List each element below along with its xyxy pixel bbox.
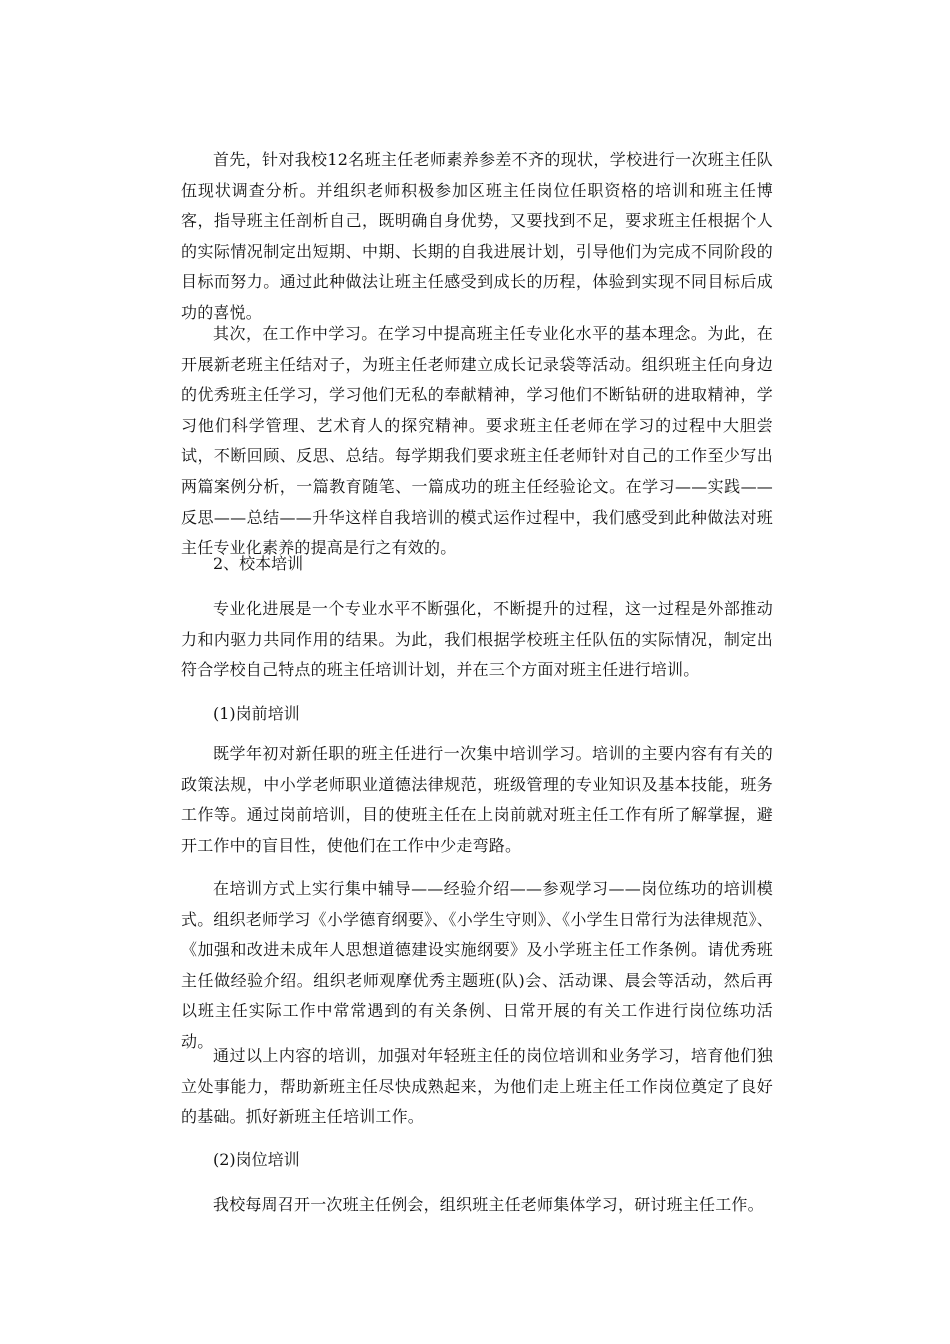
section-heading-pre-job-training: (1)岗前培训: [213, 704, 300, 723]
paragraph-pre-job-content: 既学年初对新任职的班主任进行一次集中培训学习。培训的主要内容有有关的政策法规，中小学老师职业道德法律规范，班级管理的专业知识及基本技能，班务工作等。通过岗前培训，目的使班主任在上岗前就对班主任工作有所了解掌握，避开工作中的盲目性，使他们在工作中少走弯路。: [181, 744, 773, 855]
paragraph-training-result: 通过以上内容的培训，加强对年轻班主任的岗位培训和业务学习，培育他们独立处事能力，帮助新班主任尽快成熟起来，为他们走上班主任工作岗位奠定了良好的基础。抓好新班主任培训工作。: [181, 1046, 773, 1127]
paragraph-professional-development: 专业化进展是一个专业水平不断强化，不断提升的过程，这一过程是外部推动力和内驱力共同作用的结果。为此，我们根据学校班主任队伍的实际情况，制定出符合学校自己特点的班主任培训计划，并在三个方面对班主任进行培训。: [181, 599, 773, 680]
paragraph-weekly-meeting: 我校每周召开一次班主任例会，组织班主任老师集体学习，研讨班主任工作。: [213, 1195, 764, 1214]
section-heading-school-training: 2、校本培训: [213, 554, 304, 573]
section-heading-on-job-training: (2)岗位培训: [213, 1150, 300, 1169]
paragraph-training-method: 在培训方式上实行集中辅导——经验介绍——参观学习——岗位练功的培训模式。组织老师学习《小学德育纲要》、《小学生守则》、《小学生日常行为法律规范》、《加强和改进未成年人思想道德建设实施纲要》及小学班主任工作条例。请优秀班主任做经验介绍。组织老师观摩优秀主题班(队)会、活动课、晨会等活动，然后再以班主任实际工作中常常遇到的有关条例、日常开展的有关工作进行岗位练功活动。: [181, 879, 773, 1051]
paragraph-learning-at-work: 其次，在工作中学习。在学习中提高班主任专业化水平的基本理念。为此，在开展新老班主任结对子，为班主任老师建立成长记录袋等活动。组织班主任向身边的优秀班主任学习，学习他们无私的奉献精神，学习他们不断钻研的进取精神，学习他们科学管理、艺术育人的探究精神。要求班主任老师在学习的过程中大胆尝试，不断回顾、反思、总结。每学期我们要求班主任老师针对自己的工作至少写出两篇案例分析，一篇教育随笔、一篇成功的班主任经验论文。在学习——实践——反思——总结——升华这样自我培训的模式运作过程中，我们感受到此种做法对班主任专业化素养的提高是行之有效的。: [181, 324, 773, 558]
paragraph-self-development: 首先，针对我校12名班主任老师素养参差不齐的现状，学校进行一次班主任队伍现状调查分析。并组织老师积极参加区班主任岗位任职资格的培训和班主任博客，指导班主任剖析自己，既明确自身优势，又要找到不足，要求班主任根据个人的实际情况制定出短期、中期、长期的自我进展计划，引导他们为完成不同阶段的目标而努力。通过此种做法让班主任感受到成长的历程，体验到实现不同目标后成功的喜悦。: [181, 150, 773, 322]
